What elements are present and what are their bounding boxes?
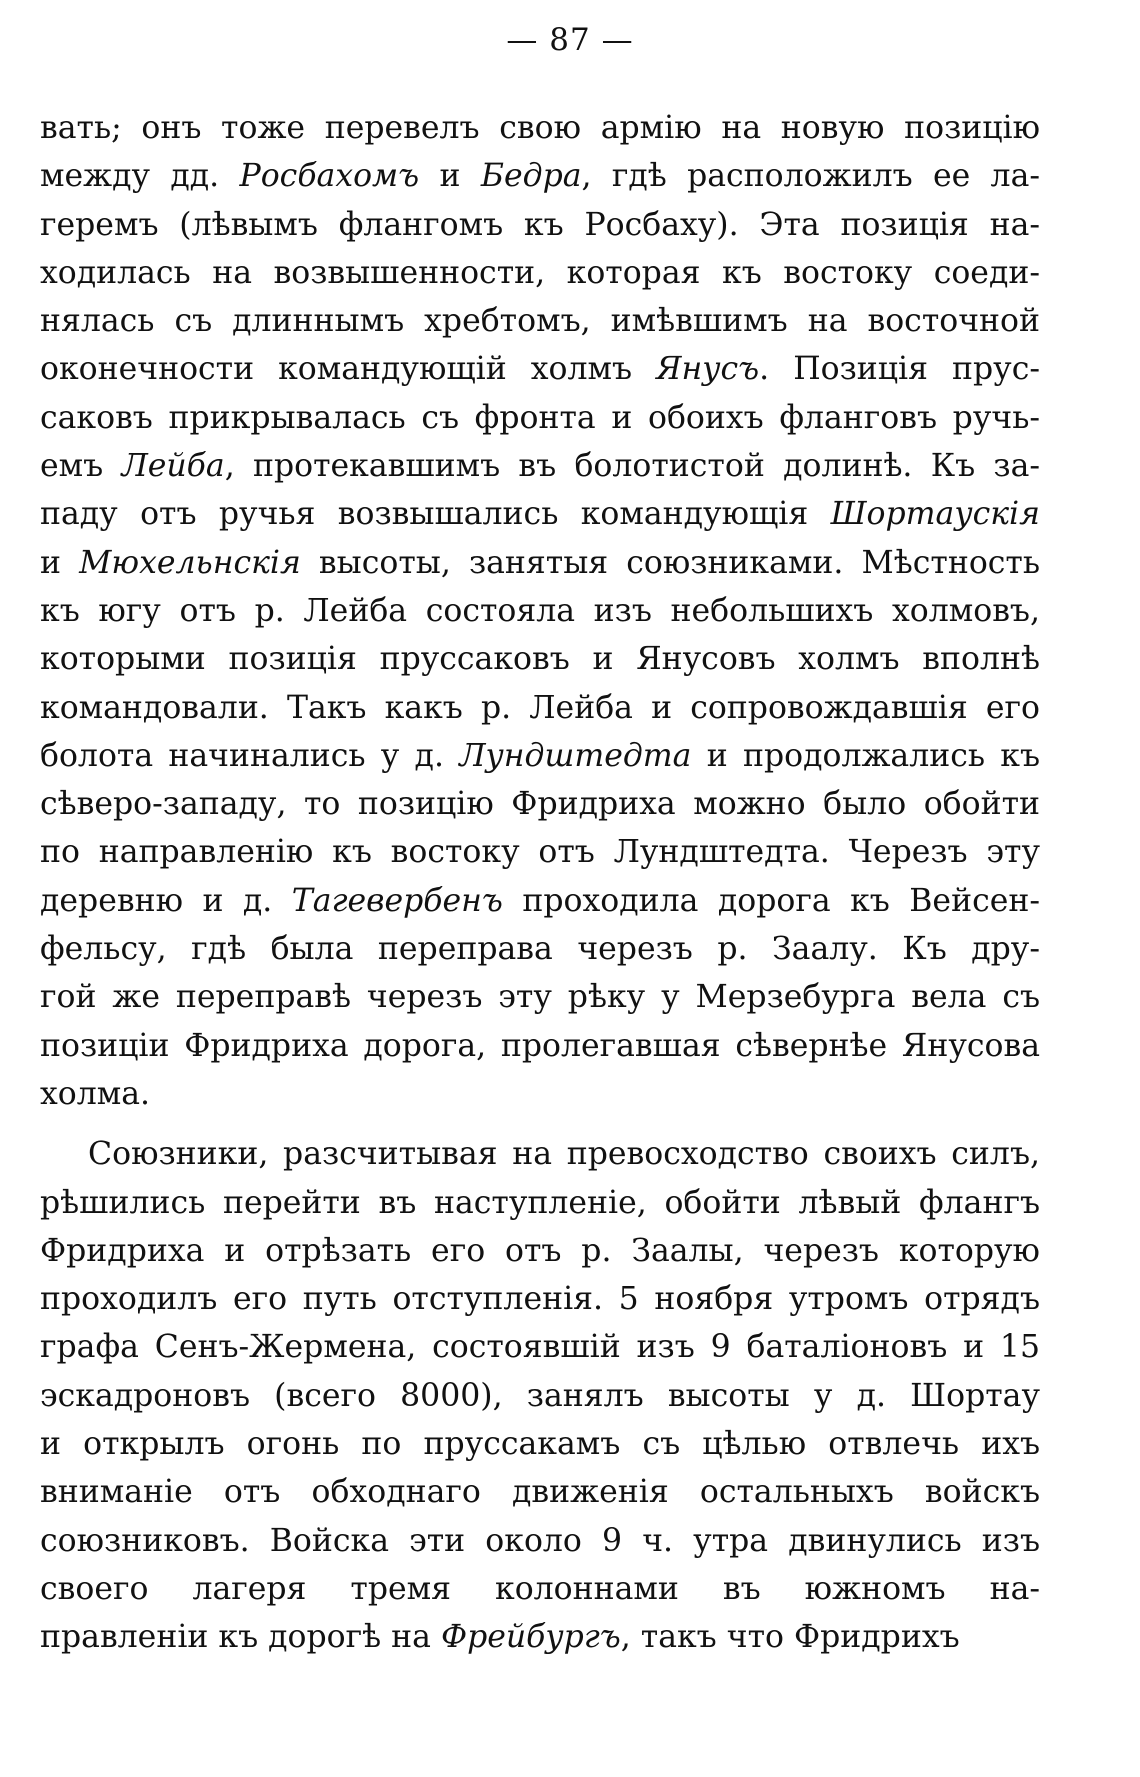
body-text (40, 104, 1040, 1662)
text-segment: Фридриха и отрѣзать его отъ р. Заалы, черезъ которую (40, 1232, 1040, 1269)
place-name: Бедра (480, 158, 582, 195)
text-line (40, 973, 1040, 1021)
text-line (40, 1420, 1040, 1468)
text-line (40, 1372, 1040, 1420)
text-segment: своего лагеря тремя колоннами въ южномъ на- (40, 1570, 1040, 1607)
text-segment: гой же переправѣ черезъ эту рѣку у Мерзебурга вела съ (40, 979, 1040, 1016)
text-segment: проходила дорога къ Вейсен- (502, 882, 1040, 919)
text-segment: паду отъ ручья возвышались командующія (40, 496, 831, 533)
text-segment: вниманіе отъ обходнаго движенія остальныхъ войскъ (40, 1474, 1040, 1511)
paragraph (40, 104, 1040, 1118)
text-segment: которыми позиція пруссаковъ и Янусовъ холмъ вполнѣ (40, 641, 1040, 678)
text-segment: и (419, 158, 481, 195)
text-segment: оконечности командующій холмъ (40, 351, 657, 388)
text-segment: правленіи къ дорогѣ на (40, 1619, 441, 1656)
text-line (40, 1227, 1040, 1275)
text-line (40, 1179, 1040, 1227)
text-segment: , гдѣ расположилъ ее ла- (581, 158, 1040, 195)
text-line (40, 1613, 1040, 1661)
text-segment: командовали. Такъ какъ р. Лейба и сопровождавшія его (40, 689, 1040, 726)
text-segment: проходилъ его путь отступленія. 5 ноября утромъ отрядъ (40, 1281, 1040, 1318)
text-line (40, 925, 1040, 973)
text-line (40, 1565, 1040, 1613)
text-segment: по направленію къ востоку отъ Лундштедта. Черезъ эту (40, 834, 1040, 871)
page-number: — 87 — (506, 22, 634, 58)
text-segment: между дд. (40, 158, 240, 195)
text-segment: нялась съ длиннымъ хребтомъ, имѣвшимъ на восточной (40, 303, 1040, 340)
place-name: Мюхельнскія (79, 544, 301, 581)
text-segment: и открылъ огонь по пруссакамъ съ цѣлью отвлечь ихъ (40, 1426, 1040, 1463)
text-line (40, 442, 1040, 490)
place-name: Лейба (121, 448, 225, 485)
text-line (40, 780, 1040, 828)
text-line (40, 1323, 1040, 1371)
text-line (40, 587, 1040, 635)
text-segment: саковъ прикрывалась съ фронта и обоихъ фланговъ ручь- (40, 399, 1040, 436)
text-line (40, 249, 1040, 297)
place-name: Янусъ (656, 351, 760, 388)
text-line (40, 539, 1040, 587)
text-segment: союзниковъ. Войска эти около 9 ч. утра двинулись изъ (40, 1522, 1040, 1559)
text-line (40, 1070, 1040, 1118)
place-name: Тагевербенъ (291, 882, 503, 919)
text-segment: ходилась на возвышенности, которая къ востоку соеди- (40, 254, 1040, 291)
text-line (40, 1130, 1040, 1178)
text-segment: высоты, занятыя союзниками. Мѣстность (300, 544, 1040, 581)
text-segment: графа Сенъ-Жермена, состоявшій изъ 9 баталіоновъ и 15 (40, 1329, 1040, 1366)
text-segment: деревню и д. (40, 882, 292, 919)
text-segment: и (40, 544, 80, 581)
text-segment: къ югу отъ р. Лейба состояла изъ небольшихъ холмовъ, (40, 592, 1040, 629)
text-line (40, 877, 1040, 925)
text-line (40, 394, 1040, 442)
text-line (40, 490, 1040, 538)
text-segment: болота начинались у д. (40, 737, 460, 774)
text-line (40, 152, 1040, 200)
text-segment: эскадроновъ (всего 8000), занялъ высоты у д. Шортау (40, 1377, 1040, 1414)
text-line (40, 684, 1040, 732)
text-line (40, 104, 1040, 152)
text-segment: и продолжались къ (691, 737, 1040, 774)
text-segment: геремъ (лѣвымъ флангомъ къ Росбаху). Эта позиція на- (40, 206, 1040, 243)
text-line (40, 1517, 1040, 1565)
text-segment: , такъ что Фридрихъ (620, 1619, 960, 1656)
text-segment: Союзники, разсчитывая на превосходство своихъ силъ, (88, 1136, 1040, 1173)
text-segment: . Позиція прус- (759, 351, 1040, 388)
place-name: Фрейбургъ (440, 1619, 621, 1656)
text-line (40, 1022, 1040, 1070)
text-segment: фельсу, гдѣ была переправа черезъ р. Заалу. Къ дру- (40, 931, 1040, 968)
text-segment: емъ (40, 448, 122, 485)
text-line (40, 201, 1040, 249)
paragraph (40, 1130, 1040, 1661)
text-line (40, 1275, 1040, 1323)
text-segment: рѣшились перейти въ наступленіе, обойти лѣвый флангъ (40, 1184, 1040, 1221)
text-segment: позиціи Фридриха дорога, пролегавшая сѣвернѣе Янусова (40, 1027, 1040, 1064)
text-line (40, 828, 1040, 876)
place-name: Лундштедта (459, 737, 692, 774)
text-line (40, 732, 1040, 780)
text-line (40, 345, 1040, 393)
text-line (40, 1468, 1040, 1516)
text-segment: , протекавшимъ въ болотистой долинѣ. Къ за- (224, 448, 1040, 485)
text-segment: сѣверо-западу, то позицію Фридриха можно было обойти (40, 786, 1040, 823)
place-name: Шортаускія (830, 496, 1040, 533)
text-line (40, 297, 1040, 345)
place-name: Росбахомъ (239, 158, 420, 195)
text-segment: холма. (40, 1075, 151, 1112)
text-line (40, 635, 1040, 683)
text-segment: вать; онъ тоже перевелъ свою армію на новую позицію (40, 110, 1040, 146)
